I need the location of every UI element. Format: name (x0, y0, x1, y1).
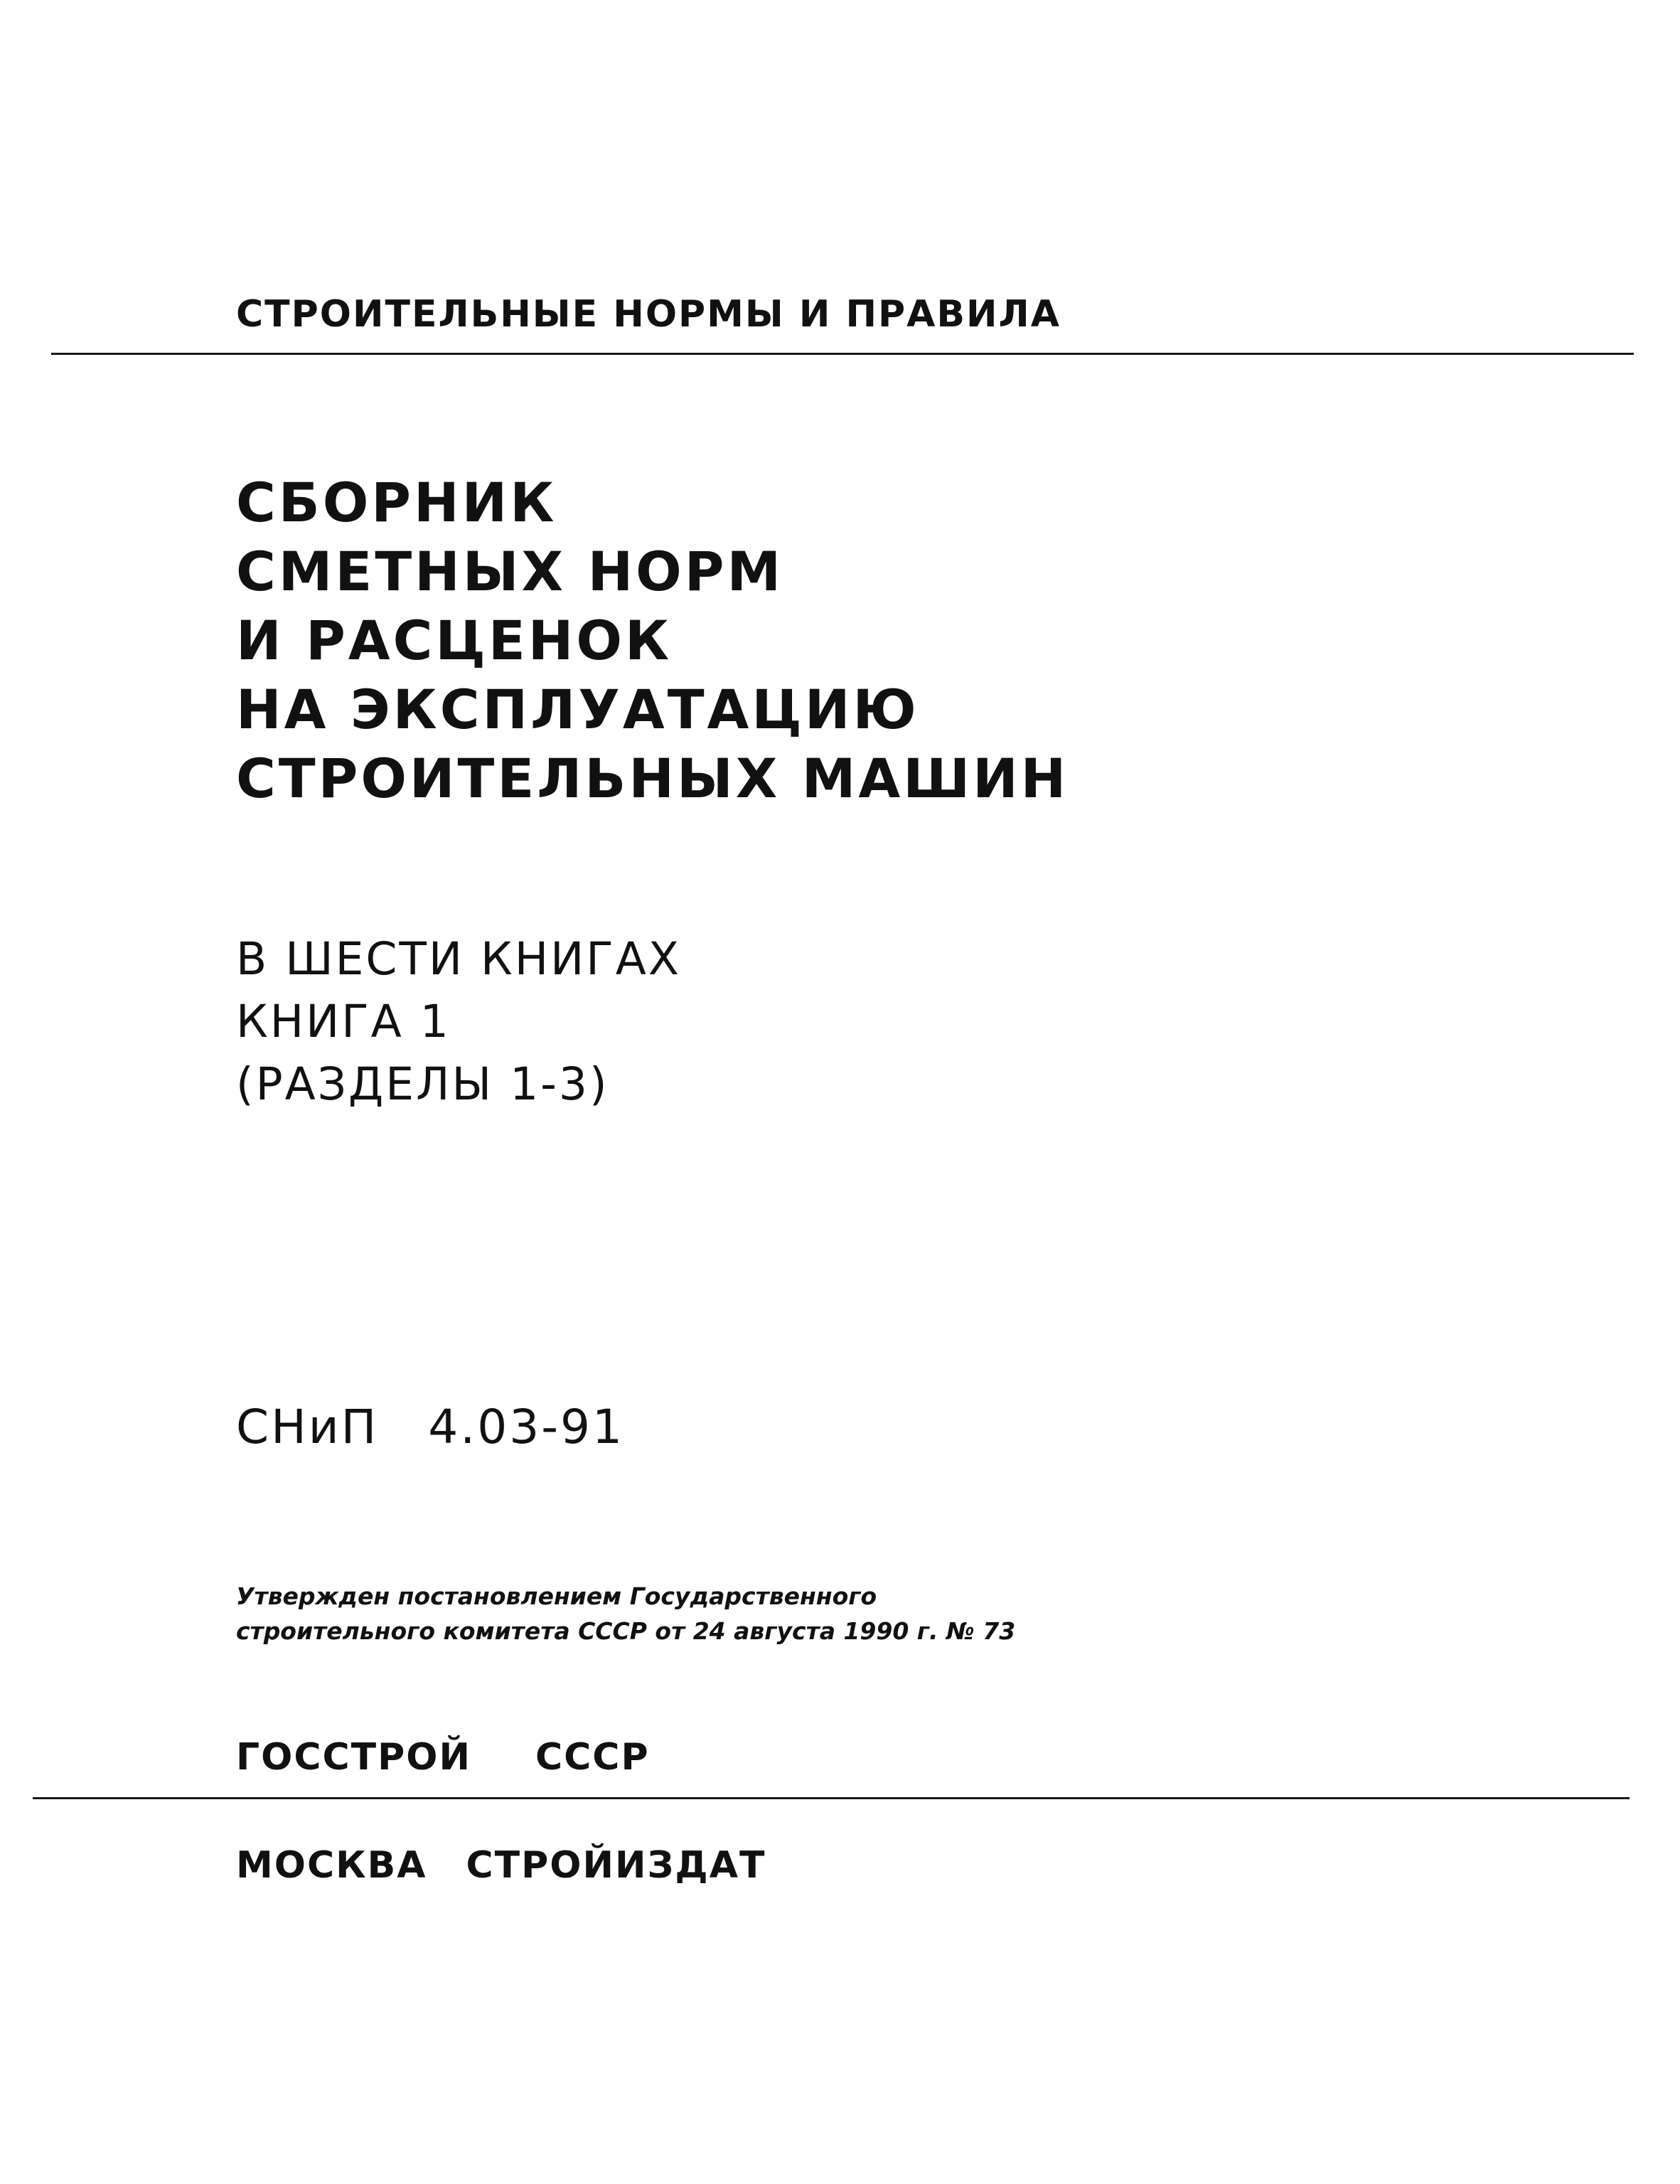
organization (236, 1736, 650, 1779)
bottom-divider (33, 1797, 1630, 1799)
code-prefix: СНиП (236, 1400, 379, 1454)
subtitle-line: (РАЗДЕЛЫ 1-3) (236, 1058, 609, 1110)
subtitle-line: КНИГА 1 (236, 996, 451, 1048)
main-title-line: СМЕТНЫХ НОРМ (236, 540, 784, 603)
series-title: СТРОИТЕЛЬНЫЕ НОРМЫ И ПРАВИЛА (236, 293, 1061, 336)
publisher-name: СТРОЙИЗДАТ (466, 1844, 766, 1887)
main-title-line: СБОРНИК (236, 471, 557, 534)
organization-country: СССР (535, 1736, 650, 1779)
main-title-line: И РАСЦЕНОК (236, 609, 673, 672)
approval-line: строительного комитета СССР от 24 августа 1990 г. № 73 (236, 1617, 1016, 1645)
subtitle (236, 928, 681, 1116)
document-code (236, 1400, 624, 1454)
approval-line: Утвержден постановлением Государственного (236, 1582, 877, 1610)
code-number: 4.03-91 (428, 1400, 625, 1454)
approval-note (236, 1579, 1015, 1648)
subtitle-line: В ШЕСТИ КНИГАХ (236, 933, 681, 985)
top-divider (51, 353, 1634, 355)
publisher (236, 1844, 766, 1887)
main-title (236, 468, 1069, 813)
main-title-line: СТРОИТЕЛЬНЫХ МАШИН (236, 747, 1069, 810)
main-title-line: НА ЭКСПЛУАТАЦИЮ (236, 678, 919, 741)
organization-name: ГОССТРОЙ (236, 1736, 471, 1779)
publisher-city: МОСКВА (236, 1844, 427, 1887)
